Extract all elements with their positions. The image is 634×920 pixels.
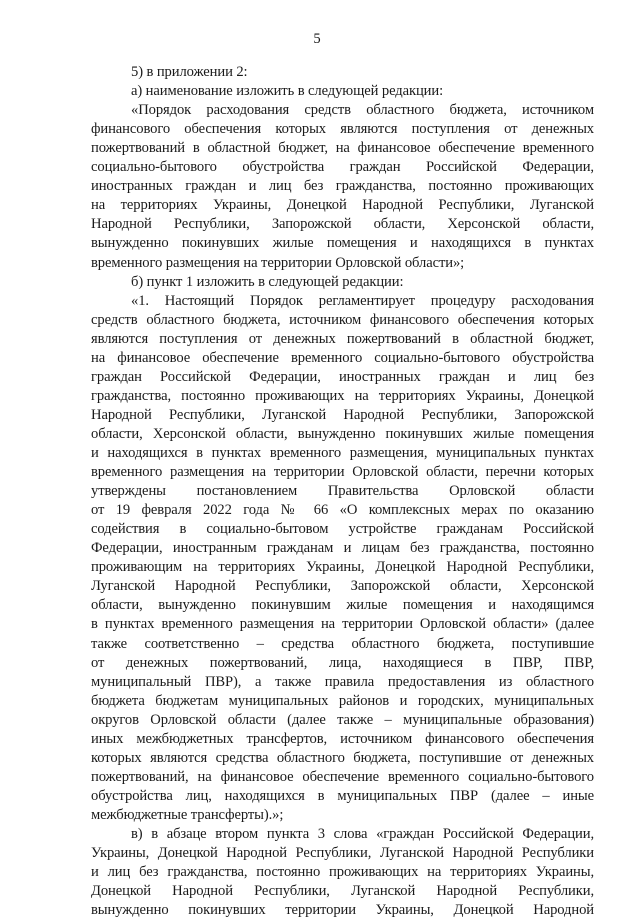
- text-line: содействия в социально-бытовом устройстве гражданам Российской: [91, 521, 594, 538]
- text-line: в пунктах временного размещения на территории Орловской области» (далее: [91, 616, 594, 633]
- text-line: являются поступления от денежных пожертвований в областной бюджет,: [91, 330, 594, 347]
- text-line: на финансовое обеспечение временного социально-бытового обустройства: [91, 349, 594, 366]
- text-line: утверждены постановлением Правительства Орловской области: [91, 483, 594, 500]
- text-line: «1. Настоящий Порядок регламентирует процедуру расходования: [131, 292, 594, 309]
- text-line: которых являются средства областного бюджета, поступившие от денежных: [91, 749, 594, 766]
- text-line: Донецкой Народной Республики, Луганской Народной Республики,: [91, 883, 594, 900]
- text-line: «Порядок расходования средств областного бюджета, источником: [131, 102, 594, 119]
- text-line: Федерации, иностранным гражданам и лицам без гражданства, постоянно: [91, 540, 594, 557]
- text-line: Украины, Донецкой Народной Республики, Луганской Народной Республики: [91, 845, 594, 862]
- text-line: в) в абзаце втором пункта 3 слова «граждан Российской Федерации,: [131, 826, 594, 842]
- text-line: проживающим на территориях Украины, Донецкой Народной Республики,: [91, 559, 594, 576]
- text-line: социально-бытового обустройства граждан Российской Федерации,: [91, 159, 594, 176]
- text-line: вынужденно покинувших территории Украины, Донецкой Народной: [91, 902, 594, 919]
- text-line: от денежных пожертвований, лица, находящиеся в ПВР, ПВР,: [91, 654, 594, 671]
- text-line: округов Орловской области (далее также – муниципальные образования): [91, 711, 594, 728]
- text-line: иностранных граждан и лиц без гражданства, постоянно проживающих: [91, 178, 594, 195]
- text-line: средств областного бюджета, источником финансового обеспечения которых: [91, 311, 594, 328]
- text-line: также соответственно – средства областного бюджета, поступившие: [91, 635, 594, 652]
- text-line: области, вынужденно покинувшим жилые помещения и находящимся: [91, 597, 594, 614]
- text-line: вынужденно покинувших жилые помещения и находящихся в пунктах: [91, 235, 594, 252]
- text-line: обустройства лиц, находящихся в муниципальных ПВР (далее – иные: [91, 787, 594, 804]
- text-line: граждан Российской Федерации, иностранных граждан и лиц без: [91, 368, 594, 385]
- text-line: бюджета бюджетам муниципальных районов и городских, муниципальных: [91, 692, 594, 709]
- text-line: временного размещения на территории Орловской области, перечни которых: [91, 464, 594, 481]
- text-line: Народной Республики, Запорожской области, Херсонской области,: [91, 216, 594, 233]
- text-line: иных межбюджетных трансфертов, источником финансового обеспечения: [91, 730, 594, 747]
- text-line: Народной Республики, Луганской Народной Республики, Запорожской: [91, 406, 594, 423]
- text-line: временного размещения на территории Орловской области»;: [91, 254, 465, 271]
- text-line: Луганской Народной Республики, Запорожской области, Херсонской: [91, 578, 594, 595]
- text-line: а) наименование изложить в следующей редакции:: [131, 83, 444, 100]
- text-line: пожертвований в областной бюджет, на финансовое обеспечение временного: [91, 140, 594, 157]
- text-line: области, Херсонской области, вынужденно покинувших жилые помещения: [91, 425, 594, 442]
- text-line: б) пункт 1 изложить в следующей редакции:: [131, 273, 404, 290]
- text-line: и лиц без гражданства, постоянно проживающих на территориях Украины,: [91, 864, 594, 881]
- page-number: 5: [313, 31, 321, 47]
- text-line: муниципальный ПВР), а также правила предоставления из областного: [91, 673, 594, 690]
- text-line: на территориях Украины, Донецкой Народной Республики, Луганской: [91, 197, 594, 214]
- text-line: от 19 февраля 2022 года № 66 «О комплексных мерах по оказанию: [91, 502, 594, 519]
- text-line: межбюджетные трансферты).»;: [91, 806, 284, 823]
- text-line: финансового обеспечения которых являются поступления от денежных: [91, 121, 594, 138]
- text-line: гражданства, постоянно проживающих на территориях Украины, Донецкой: [91, 387, 594, 404]
- text-line: 5) в приложении 2:: [131, 64, 248, 80]
- text-line: пожертвований, на финансовое обеспечение временного социально-бытового: [91, 768, 594, 785]
- text-line: и находящихся в пунктах временного размещения, муниципальных пунктах: [91, 445, 594, 461]
